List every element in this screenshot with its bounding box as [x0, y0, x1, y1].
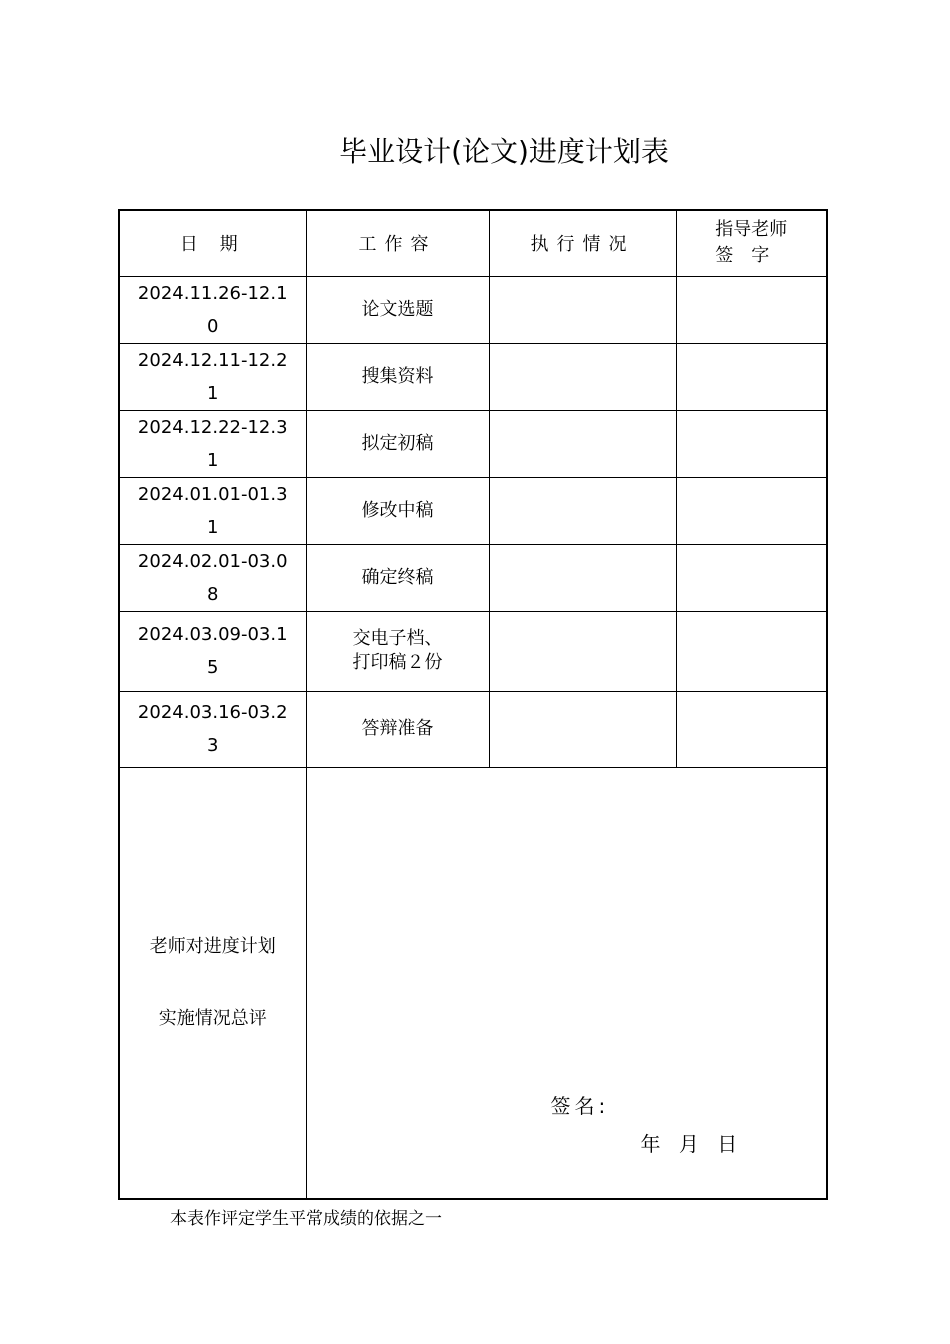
date-text: 2024.11.26-12.10: [137, 282, 288, 337]
work-cell: [306, 691, 489, 767]
signature-cell[interactable]: [676, 691, 827, 767]
work-cell: [306, 544, 489, 611]
header-teacher-signature: [676, 210, 827, 276]
work-text: 论文选题: [361, 298, 434, 320]
date-cell: [119, 691, 306, 767]
work-cell: [306, 410, 489, 477]
date-cell: [119, 276, 306, 343]
signature-cell[interactable]: [676, 410, 827, 477]
table-row: [119, 343, 827, 410]
header-teacher-line1: 指导老师: [715, 219, 788, 241]
date-cell: [119, 544, 306, 611]
table-row: [119, 691, 827, 767]
summary-label-cell: [119, 767, 306, 1199]
table-header-row: [119, 210, 827, 276]
work-cell: [306, 343, 489, 410]
date-text: 2024.01.01-01.31: [137, 483, 288, 538]
work-text: 修改中稿: [361, 499, 434, 521]
execution-cell[interactable]: [489, 410, 676, 477]
header-work-content: 工作容: [306, 210, 489, 276]
date-text: 2024.12.11-12.21: [137, 349, 288, 404]
summary-label-line2: 实施情况总评: [158, 1007, 267, 1029]
execution-cell[interactable]: [489, 544, 676, 611]
signature-cell[interactable]: [676, 477, 827, 544]
table-row: [119, 410, 827, 477]
date-text: 2024.03.16-03.23: [137, 702, 288, 756]
date-text: 2024.03.09-03.15: [137, 624, 288, 678]
date-cell: [119, 477, 306, 544]
signature-cell[interactable]: [676, 611, 827, 691]
footnote: 本表作评定学生平常成绩的依据之一: [170, 1209, 442, 1229]
signature-cell[interactable]: [676, 544, 827, 611]
work-text: 拟定初稿: [361, 432, 434, 454]
table-row: [119, 544, 827, 611]
progress-plan-table: [118, 209, 828, 1200]
execution-cell[interactable]: [489, 691, 676, 767]
work-text: 搜集资料: [361, 365, 434, 387]
work-cell: [306, 477, 489, 544]
signature-cell[interactable]: [676, 343, 827, 410]
table-row: [119, 276, 827, 343]
summary-row: [119, 767, 827, 1199]
date-label: 年 月 日: [640, 1131, 738, 1156]
signature-cell[interactable]: [676, 276, 827, 343]
sign-label: 签名:: [550, 1093, 610, 1118]
page-title: 毕业设计(论文)进度计划表: [339, 135, 669, 168]
work-cell: [306, 611, 489, 691]
work-text: 交电子档、打印稿２份: [352, 628, 443, 673]
execution-cell[interactable]: [489, 276, 676, 343]
table-row: [119, 477, 827, 544]
date-text: 2024.02.01-03.08: [137, 550, 288, 605]
summary-comment-cell[interactable]: [306, 767, 827, 1199]
header-date: 日 期: [119, 210, 306, 276]
table-row: [119, 611, 827, 691]
date-text: 2024.12.22-12.31: [137, 416, 288, 471]
work-text: 确定终稿: [361, 566, 434, 588]
header-execution: 执行情况: [489, 210, 676, 276]
date-cell: [119, 410, 306, 477]
work-text: 答辩准备: [361, 718, 434, 739]
header-teacher-line2: 签字: [715, 245, 788, 267]
execution-cell[interactable]: [489, 343, 676, 410]
work-cell: [306, 276, 489, 343]
summary-label-line1: 老师对进度计划: [149, 935, 276, 957]
date-cell: [119, 343, 306, 410]
execution-cell[interactable]: [489, 477, 676, 544]
date-cell: [119, 611, 306, 691]
execution-cell[interactable]: [489, 611, 676, 691]
